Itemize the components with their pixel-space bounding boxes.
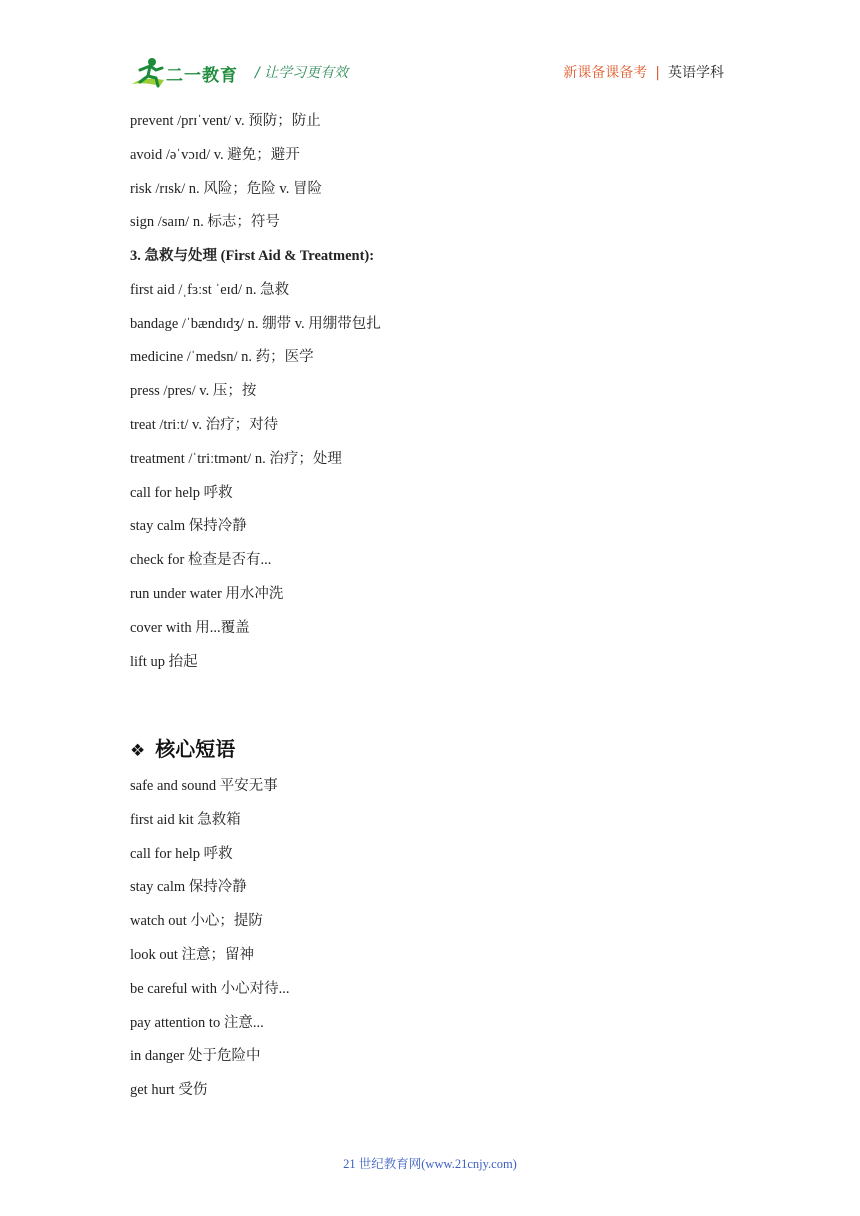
vocab-line: check for 检查是否有... — [130, 552, 272, 568]
vocab-line: medicine /ˈmedsn/ n. 药；医学 — [130, 349, 314, 365]
vocab-line: stay calm 保持冷静 — [130, 518, 247, 534]
subheading-first-aid: 3. 急救与处理 (First Aid & Treatment): — [130, 248, 375, 264]
phrase-line: in danger 处于危险中 — [130, 1048, 261, 1064]
vocab-line: treat /triːt/ v. 治疗；对待 — [130, 417, 279, 433]
header-right — [563, 62, 724, 82]
vocab-line: prevent /prɪˈvent/ v. 预防；防止 — [130, 113, 321, 129]
header-separator: | — [655, 65, 660, 81]
vocab-line: press /pres/ v. 压；按 — [130, 383, 257, 399]
vocab-line: bandage /ˈbændɪdʒ/ n. 绷带 v. 用绷带包扎 — [130, 316, 381, 332]
logo — [130, 56, 240, 90]
phrase-line: watch out 小心；提防 — [130, 913, 263, 929]
phrase-line: safe and sound 平安无事 — [130, 778, 278, 794]
slogan: / 让学习更有效 — [255, 65, 349, 81]
diamond-bullet-icon: ❖ — [130, 741, 146, 761]
phrase-line: look out 注意；留神 — [130, 947, 255, 963]
vocab-line: sign /saɪn/ n. 标志；符号 — [130, 214, 280, 230]
phrase-line: pay attention to 注意... — [130, 1015, 264, 1031]
vocab-line: call for help 呼救 — [130, 485, 233, 501]
phrase-line: first aid kit 急救箱 — [130, 812, 241, 828]
page-header — [0, 0, 860, 100]
page-footer: 21 世纪教育网(www.21cnjy.com) — [343, 1157, 517, 1171]
logo-text: 二一教育 — [166, 66, 238, 86]
vocab-line: treatment /ˈtriːtmənt/ n. 治疗；处理 — [130, 451, 342, 467]
vocab-line: avoid /əˈvɔɪd/ v. 避免；避开 — [130, 147, 300, 163]
vocab-line: lift up 抬起 — [130, 654, 198, 670]
phrase-line: be careful with 小心对待... — [130, 981, 290, 997]
phrase-line: call for help 呼救 — [130, 846, 233, 862]
phrase-line: get hurt 受伤 — [130, 1082, 208, 1098]
vocab-line: cover with 用...覆盖 — [130, 620, 250, 636]
header-tag: 新课备课备考 — [563, 65, 648, 81]
section-title — [130, 733, 235, 762]
phrase-line: stay calm 保持冷静 — [130, 879, 247, 895]
vocab-line: run under water 用水冲洗 — [130, 586, 284, 602]
runner-logo-icon — [130, 56, 170, 90]
vocab-line: risk /rɪsk/ n. 风险；危险 v. 冒险 — [130, 181, 322, 197]
section-title-text: 核心短语 — [155, 737, 236, 761]
vocab-line: first aid /ˌfɜːst ˈeɪd/ n. 急救 — [130, 282, 290, 298]
header-subject: 英语学科 — [668, 65, 724, 81]
